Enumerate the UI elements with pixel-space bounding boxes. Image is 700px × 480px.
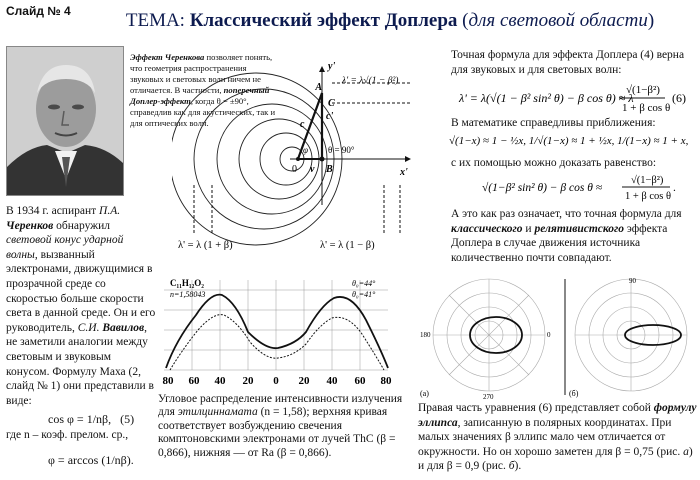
right-para-2: В математике справедливы приближения: [451, 117, 656, 129]
label-A: A [315, 82, 322, 93]
title-italic: для световой области [468, 10, 648, 31]
label-lambda-top: λ' = λ√(1 − β²) [342, 76, 399, 86]
label-C: C [328, 98, 335, 109]
label-v: v [310, 164, 315, 175]
svg-text:1 + β cos θ: 1 + β cos θ [622, 102, 671, 114]
polar-a-180: 180 [420, 331, 431, 339]
right-para-1: Точная формула для эффекта Доплера (4) верна для звуковых и для световых волн: [451, 49, 685, 76]
bcap-text-2: , записанную в полярных координатах. При малых значениях β эллипс мало чем отличается от окружности. Но он хорошо заметен для β = 0,75 (рис. [418, 416, 684, 458]
svg-text:80: 80 [162, 375, 174, 387]
bio-initials-2: С.И. [77, 321, 103, 334]
label-c-prime: c' [326, 111, 334, 122]
portrait-photo [6, 46, 124, 196]
label-theta: θ = 90° [328, 145, 355, 155]
slide-number: Слайд № 4 [6, 4, 71, 18]
svg-text:√(1−β²): √(1−β²) [626, 84, 660, 96]
bio-term-cone: световой конус ударной волны [6, 234, 124, 261]
approximations [447, 129, 697, 151]
formula-5 [48, 412, 134, 427]
polar-a-0: 0 [547, 331, 551, 339]
svg-text:20: 20 [242, 375, 254, 387]
svg-text:80: 80 [380, 375, 392, 387]
formula-6-number: (6) [672, 91, 686, 105]
para4-term-classic: классического [451, 222, 523, 235]
bio-paragraph [6, 204, 156, 408]
svg-text:√(1−β² sin² θ) − β cos θ ≈: √(1−β² sin² θ) − β cos θ ≈ [482, 182, 603, 194]
svg-text:λ' = λ(√(1 − β² sin² θ) − β co: λ' = λ(√(1 − β² sin² θ) − β cos θ) ≈ λ [459, 91, 634, 105]
bcap-fig-b: б [508, 460, 515, 473]
label-c: c [300, 119, 305, 130]
svg-text:60: 60 [354, 375, 366, 387]
formula-5-note: где n – коэф. прелом. ср., [6, 429, 129, 441]
curve-upper [166, 295, 388, 368]
curve-lower [170, 315, 384, 370]
svg-text:40: 40 [214, 375, 226, 387]
polar-b-label: (б) [569, 389, 579, 398]
para4-text-1: А это как раз означает, что точная формула для [451, 208, 682, 220]
intensity-graph [156, 270, 396, 388]
polar-a-270: 270 [483, 393, 494, 400]
bcap-text-1: Правая часть уравнения (6) представляет собой [418, 402, 654, 414]
label-lambda-right: λ' = λ (1 − β) [320, 240, 375, 250]
svg-text:20: 20 [298, 375, 310, 387]
label-origin: 0 [292, 164, 297, 175]
bcap-text-4: ). [514, 460, 522, 473]
svg-text:.: . [673, 182, 676, 194]
graph-formula: C₁₁H₁₂O₂ [170, 278, 204, 288]
graph-angle-2: θ₀=41° [352, 290, 376, 299]
page-title [100, 10, 680, 32]
note-term-cherenkov: Эффект Черенкова [130, 52, 205, 62]
para4-term-relativistic: релятивистского [534, 222, 625, 235]
label-y: y' [328, 61, 336, 72]
bio-text-1: В 1934 г. аспирант [6, 205, 100, 217]
label-x: x' [400, 167, 408, 178]
title-paren-close: ) [647, 10, 655, 31]
polar-b-90: 90 [629, 277, 636, 285]
svg-text:1 + β cos θ: 1 + β cos θ [625, 191, 672, 202]
polar-caption [418, 401, 698, 474]
graph-n: n=1,58043 [170, 290, 206, 299]
bio-text-2: обнаружил [53, 219, 111, 232]
svg-text:√(1−x) ≈ 1 − ½x, 1/√(1−x) ≈: √(1−x) ≈ 1 − ½x, 1/√(1−x) ≈ 1 + ½x, 1/(1−x) ≈ 1 + x, [449, 135, 689, 147]
portrait-icon [7, 47, 124, 196]
graph-caption [158, 393, 420, 460]
bcap-text-3: ) и для β = 0,9 (рис. [418, 445, 693, 473]
right-para-4 [451, 207, 691, 265]
bcap-fig-a: а [683, 445, 689, 458]
bio-text-4: , не заметили аналогии между световым и звуковым конусом. Формулу Маха (2, слайд № 1) они представили в виде: [6, 321, 154, 407]
para4-text-3: эффекта Доплера в случае движения источника количественно почти совпадают. [451, 222, 668, 264]
label-phi: φ [303, 145, 308, 155]
bio-initials-1: П.А. [99, 205, 121, 217]
bio-name-vavilov: Вавилов [102, 321, 145, 334]
gcap-text-1: Угловое распределение интенсивности излучения для [158, 393, 403, 419]
right-para-3: с их помощью можно доказать равенство: [451, 157, 657, 169]
label-B: B [326, 164, 333, 175]
formula-equality [480, 172, 690, 202]
gcap-text-2: (n = 1,58); верхняя кривая соответствует возбуждению свечения комптоновскими электронами от лучей ThC (β = 0,866), нижняя — от Ra (β = 0,866). [158, 406, 396, 459]
svg-text:√(1−β²): √(1−β²) [631, 175, 664, 186]
title-prefix: ТЕМА: [125, 10, 190, 31]
label-lambda-left: λ' = λ (1 + β) [178, 240, 233, 250]
title-main: Классический эффект Доплера [189, 10, 458, 31]
wave-diagram [172, 55, 417, 250]
graph-angle-1: θ₀=44° [352, 279, 376, 288]
note-term-transverse: поперечный Доплер-эффект [130, 85, 270, 106]
svg-text:60: 60 [188, 375, 200, 387]
polar-plot-b [563, 275, 693, 400]
formula-5b: φ = arccos (1/nβ). [48, 453, 134, 467]
graph-x-ticks [163, 375, 393, 387]
note-text-2: , когда θ = ±90°, справедлив как для акустических, так и для оптических волн. [130, 96, 276, 128]
formula-5-text: cos φ = 1/nβ, [48, 412, 112, 426]
para4-text-2: и [522, 222, 535, 235]
svg-text:0: 0 [273, 375, 279, 387]
formula-5-number: (5) [120, 412, 135, 426]
formula-6 [455, 80, 695, 116]
bio-name-cherenkov: Черенков [6, 219, 54, 232]
bcap-term: формулу эллипса [418, 402, 697, 429]
note-text-1: позволяет понять, что геометрия распространения звуковых и световых волн ничем не отличается. В частности, [130, 52, 273, 95]
bio-text-3: , вызванный электронами, движущимися в прозрачной среде со скоростью больше скорости света в данной среде. Он и его руководитель, [6, 248, 156, 334]
polar-plot-a [418, 275, 560, 400]
svg-text:40: 40 [326, 375, 338, 387]
polar-a-label: (а) [420, 389, 429, 398]
title-paren-open: ( [457, 10, 469, 31]
gcap-term: этилциннамата [177, 406, 258, 419]
